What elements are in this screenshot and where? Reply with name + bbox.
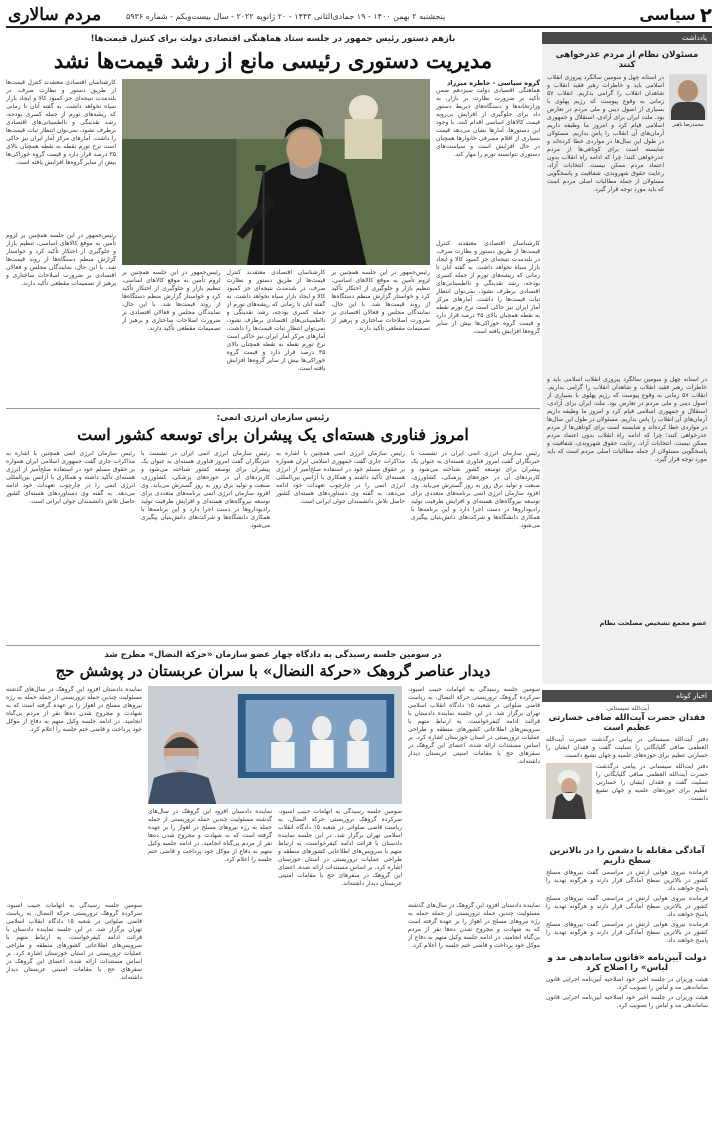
- story3-headline: دیدار عناصر گروهک «حرکة النضال» با سران عربستان در پوشش حج: [55, 662, 491, 680]
- paper-name: مردم سالاری: [8, 5, 102, 25]
- story1-body-a: کارشناسان اقتصادی معتقدند کنترل قیمت‌ها از طریق دستور و نظارت صرف، در بلندمدت نتیجه‌ای جز کمبود کالا و ایجاد بازار سیاه نخواهد داشت. به گفته آنان تا زمانی که ریشه‌های تورم از جمله کسری بودجه، رشد نقدینگی و نااطمینانی‌های اقتصادی برطرف نشود، نمی‌توان انتظار ثبات قیمت‌ها را داشت. آمارهای مرکز آمار ایران نیز حاکی است نرخ تورم نقطه به نقطه همچنان بالای ۳۵ درصد قرار دارد و قیمت گروه خوراکی‌ها بیش از سایر گروه‌ها افزایش یافته است.: [436, 240, 540, 335]
- news2-body-cont2: فرمانده نیروی هوایی ارتش در مراسمی گفت نیروهای مسلح کشور در بالاترین سطح آمادگی قرار دارند و هرگونه تهدید را پاسخ خواهند داد.: [546, 921, 708, 944]
- news2-body: فرمانده نیروی هوایی ارتش در مراسمی گفت نیروهای مسلح کشور در بالاترین سطح آمادگی قرار دارند و هرگونه تهدید را پاسخ خواهند داد.: [546, 869, 708, 892]
- story3-col-left: [6, 686, 142, 1116]
- story3-center: [148, 686, 402, 1116]
- short-news: [542, 702, 712, 1013]
- sidebar: [542, 32, 712, 1122]
- note-body-cont: در آستانه چهل و سومین سالگرد پیروزی انقلاب اسلامی باید و خاطرات رهبر فقید انقلاب و شاهدان انقلاب را گرامی بداریم. انقلاب ۵۷ زمانی به وقوع پیوست که رژیم پهلوی با بسیاری از اصول دینی و ملی مردم در تعارض بود. ملت ایران برای آزادی، استقلال و جمهوری اسلامی قیام کرد و امروز ما وظیفه داریم آرمان‌های آن انقلاب را پاس بداریم. مسئولان در طول این سال‌ها در مواردی خطا کرده‌اند و شایسته است برای کوتاهی‌ها از مردم عذرخواهی کنند؛ چرا که ادامه راه انقلاب بدون اعتماد مردم ممکن نیست. انتخابات آزاد، رعایت حقوق شهروندی، شفافیت و پاسخگویی مسئولان از جمله مطالبات اصلی مردم است که باید مورد توجه قرار گیرد.: [547, 376, 707, 463]
- news2-title: آمادگی مقابله با دشمن را در بالاترین سطح داریم: [549, 846, 705, 866]
- news2-body-cont: فرمانده نیروی هوایی ارتش در مراسمی گفت نیروهای مسلح کشور در بالاترین سطح آمادگی قرار دارند و هرگونه تهدید را پاسخ خواهند داد.: [546, 895, 708, 918]
- news1-body-cont: دفتر آیت‌الله سیستانی در پیامی درگذشت حضرت آیت‌الله العظمی صافی گلپایگانی را تسلیت گفت و فقدان ایشان را خسارتی عظیم برای حوزه‌های علمیه و جهان تشیع دانست.: [596, 763, 708, 802]
- story3-body-f: سومین جلسه رسیدگی به اتهامات حبیب اسیود، سرکرده گروهک تروریستی حرکة النضال، به ریاست قاضی صلواتی در شعبه ۱۵ دادگاه انقلاب اسلامی تهران برگزار شد. در این جلسه نماینده دادستان با قرائت ادامه کیفرخواست، به ارتباط متهم با سرویس‌های اطلاعاتی کشورهای منطقه و طراحی عملیات تروریستی در استان خوزستان اشاره کرد. بر اساس مستندات ارائه شده، اعضای این گروهک در سفرهای حج با مقامات امنیتی عربستان دیدار داشته‌اند.: [6, 902, 142, 981]
- story1-col-right: [436, 79, 540, 379]
- news1-photo: [546, 763, 592, 819]
- note-title: مسئولان نظام از مردم عذرخواهی کنند: [555, 50, 699, 70]
- divider-1: [6, 408, 540, 409]
- issue-line: پنجشنبه ۲ بهمن ۱۴۰۰ - ۱۹ جمادی‌الثانی ۱۴۴۳ - ۲۰ ژانویه ۲۰۲۲ - سال بیست‌ویکم - شماره ۵۹۳۶: [126, 12, 446, 21]
- story1-byline: گروه سیاسی - خاطره میرزاد: [446, 79, 540, 87]
- story3-body-c: سومین جلسه رسیدگی به اتهامات حبیب اسیود، سرکرده گروهک تروریستی حرکة النضال، به ریاست قاضی صلواتی در شعبه ۱۵ دادگاه انقلاب اسلامی تهران برگزار شد. در این جلسه نماینده دادستان با قرائت ادامه کیفرخواست، به ارتباط متهم با سرویس‌های اطلاعاتی کشورهای منطقه و طراحی عملیات تروریستی در استان خوزستان اشاره کرد. بر اساس مستندات ارائه شده، اعضای این گروهک در سفرهای حج با مقامات امنیتی عربستان دیدار داشته‌اند.: [278, 808, 402, 887]
- story1-kicker: بازهم دستور رئیس جمهور در جلسه ستاد هماهنگی اقتصادی دولت برای کنترل قیمت‌ها!: [90, 34, 456, 44]
- story3-body-d: نماینده دادستان افزود این گروهک در سال‌های گذشته مسئولیت چندین حمله تروریستی از جمله حمله به رژه نیروهای مسلح در اهواز را بر عهده گرفته است که به شهادت و مجروح شدن ده‌ها نفر از مردم بی‌گناه انجامید. در ادامه جلسه وکیل متهم به دفاع از موکل خود پرداخت و قاضی ختم جلسه را اعلام کرد.: [148, 808, 272, 863]
- story3-body-b: نماینده دادستان افزود این گروهک در سال‌های گذشته مسئولیت چندین حمله تروریستی از جمله حمله به رژه نیروهای مسلح در اهواز را بر عهده گرفته است که به شهادت و مجروح شدن ده‌ها نفر از مردم بی‌گناه انجامید. در ادامه جلسه وکیل متهم به دفاع از موکل خود پرداخت و قاضی ختم جلسه را اعلام کرد.: [408, 902, 540, 949]
- story1-body-f: رئیس‌جمهور در این جلسه همچنین بر لزوم تأمین به موقع کالاهای اساسی، تنظیم بازار و جلوگیری از احتکار تأکید کرد و خواستار گزارش منظم دستگاه‌ها از روند قیمت‌ها شد. با این حال، نمایندگان مجلس و فعالان اقتصادی بر ضرورت اصلاحات ساختاری و پرهیز از تصمیمات مقطعی تأکید دارند.: [6, 232, 116, 287]
- news1-title: فقدان حضرت آیت‌الله صافی خسارتی عظیم است: [548, 713, 706, 733]
- story2-col-2: رئیس سازمان انرژی اتمی همچنین با اشاره به مذاکرات جاری گفت جمهوری اسلامی ایران همواره بر حقوق مسلم خود در استفاده صلح‌آمیز از انرژی هسته‌ای تأکید داشته و همکاری با آژانس بین‌المللی انرژی اتمی را در چارچوب تعهدات خود ادامه می‌دهد. به گفته وی دستاوردهای هسته‌ای کشور حاصل تلاش دانشمندان جوان ایرانی است.: [276, 450, 405, 505]
- story3-col-right: [408, 686, 540, 1116]
- portrait-caption: محمدرضا باهنر: [672, 122, 704, 128]
- story2-col-1: رئیس سازمان انرژی اتمی ایران در نشست با خبرنگاران گفت امروز فناوری هسته‌ای به عنوان یک پیشران برای توسعه کشور شناخته می‌شود و کاربردهای آن در حوزه‌های پزشکی، کشاورزی، صنعت و تولید برق روز به روز گسترش می‌یابد. وی افزود سازمان انرژی اتمی برنامه‌های متعددی برای توسعه نیروگاه‌های هسته‌ای و افزایش ظرفیت تولید رادیوداروها در دست اجرا دارد و این برنامه‌ها با همکاری دانشگاه‌ها و شرکت‌های دانش‌بنیان پیگیری می‌شود.: [411, 450, 540, 529]
- masthead: [6, 4, 712, 28]
- story2-headline: امروز فناوری هسته‌ای یک پیشران برای توسعه کشور است: [77, 425, 469, 444]
- news1-kicker: آیت‌الله سیستانی:: [604, 705, 650, 712]
- story2-kicker: رئیس سازمان انرژی اتمی:: [216, 413, 330, 423]
- divider-2: [6, 645, 540, 646]
- author-portrait: [669, 74, 707, 120]
- short-news-tag: اخبار کوتاه: [542, 690, 712, 702]
- news1-body: دفتر آیت‌الله سیستانی در پیامی درگذشت حضرت آیت‌الله العظمی صافی گلپایگانی را تسلیت گفت و فقدان ایشان را خسارتی عظیم برای حوزه‌های علمیه و جهان تشیع دانست.: [546, 736, 708, 759]
- note-block: [542, 44, 712, 684]
- news3-title: دولت آیین‌نامه «قانون ساماندهی مد و لباس» را اصلاح کرد: [547, 953, 707, 973]
- story1-body-b: رئیس‌جمهور در این جلسه همچنین بر لزوم تأمین به موقع کالاهای اساسی، تنظیم بازار و جلوگیری از احتکار تأکید کرد و خواستار گزارش منظم دستگاه‌ها از روند قیمت‌ها شد. با این حال، نمایندگان مجلس و فعالان اقتصادی بر ضرورت اصلاحات ساختاری و پرهیز از تصمیمات مقطعی تأکید دارند.: [331, 269, 430, 332]
- story1-center: [122, 79, 430, 379]
- page-number: ۲: [699, 3, 712, 27]
- story2-col-3: رئیس سازمان انرژی اتمی ایران در نشست با خبرنگاران گفت امروز فناوری هسته‌ای به عنوان یک پیشران برای توسعه کشور شناخته می‌شود و کاربردهای آن در حوزه‌های پزشکی، کشاورزی، صنعت و تولید برق روز به روز گسترش می‌یابد. وی افزود سازمان انرژی اتمی برنامه‌های متعددی برای توسعه نیروگاه‌های هسته‌ای و افزایش ظرفیت تولید رادیوداروها در دست اجرا دارد و این برنامه‌ها با همکاری دانشگاه‌ها و شرکت‌های دانش‌بنیان پیگیری می‌شود.: [141, 450, 270, 529]
- story1-headline: مدیریت دستوری رئیسی مانع از رشد قیمت‌ها نشد: [53, 48, 493, 73]
- story2-col-4: رئیس سازمان انرژی اتمی همچنین با اشاره به مذاکرات جاری گفت جمهوری اسلامی ایران همواره بر حقوق مسلم خود در استفاده صلح‌آمیز از انرژی هسته‌ای تأکید داشته و همکاری با آژانس بین‌المللی انرژی اتمی را در چارچوب تعهدات خود ادامه می‌دهد. به گفته وی دستاوردهای هسته‌ای کشور حاصل تلاش دانشمندان جوان ایرانی است.: [6, 450, 135, 505]
- story1-lead: هماهنگی اقتصادی دولت سیزدهم ضمن تأکید بر ضرورت نظارت بر بازار، به وزارتخانه‌ها و دستگاه‌های ذیربط دستور داد برای جلوگیری از افزایش بی‌رویه قیمت کالاهای اساسی اقدام کنند. با وجود این دستورها، آمارها نشان می‌دهد قیمت بسیاری از اقلام مصرفی خانوارها همچنان در حال افزایش است و سیاست‌های دستوری نتوانسته تورم را مهار کند.: [436, 87, 540, 158]
- note-body: در آستانه چهل و سومین سالگرد پیروزی انقلاب اسلامی باید و خاطرات رهبر فقید انقلاب و شاهدان انقلاب را گرامی بداریم. انقلاب ۵۷ زمانی به وقوع پیوست که رژیم پهلوی با بسیاری از اصول دینی و ملی مردم در تعارض بود. ملت ایران برای آزادی، استقلال و جمهوری اسلامی قیام کرد و امروز ما وظیفه داریم آرمان‌های آن انقلاب را پاس بداریم. مسئولان در طول این سال‌ها در مواردی خطا کرده‌اند و شایسته است برای کوتاهی‌ها از مردم عذرخواهی کنند؛ چرا که ادامه راه انقلاب بدون اعتماد مردم ممکن نیست. انتخابات آزاد، رعایت حقوق شهروندی، شفافیت و پاسخگویی مسئولان از جمله مطالبات اصلی مردم است که باید مورد توجه قرار گیرد.: [547, 74, 664, 193]
- note-tag: یادداشت: [542, 32, 712, 44]
- story-1: [6, 34, 540, 404]
- news3-body-cont: هیئت وزیران در جلسه اخیر خود اصلاحیه آیین‌نامه اجرایی قانون ساماندهی مد و لباس را تصویب کرد.: [546, 994, 708, 1009]
- story1-col-left: [6, 79, 116, 379]
- story3-kicker: در سومین جلسه رسیدگی به دادگاه چهار عضو سازمان «حرکة النضال» مطرح شد: [104, 650, 442, 660]
- story-2: [6, 413, 540, 641]
- story3-body-e: نماینده دادستان افزود این گروهک در سال‌های گذشته مسئولیت چندین حمله تروریستی از جمله حمله به رژه نیروهای مسلح در اهواز را بر عهده گرفته است که به شهادت و مجروح شدن ده‌ها نفر از مردم بی‌گناه انجامید. در ادامه جلسه وکیل متهم به دفاع از موکل خود پرداخت و قاضی ختم جلسه را اعلام کرد.: [6, 686, 142, 733]
- story1-body-d: رئیس‌جمهور در این جلسه همچنین بر لزوم تأمین به موقع کالاهای اساسی، تنظیم بازار و جلوگیری از احتکار تأکید کرد و خواستار گزارش منظم دستگاه‌ها از روند قیمت‌ها شد. با این حال، نمایندگان مجلس و فعالان اقتصادی بر ضرورت اصلاحات ساختاری و پرهیز از تصمیمات مقطعی تأکید دارند.: [121, 269, 221, 332]
- story1-body-e: کارشناسان اقتصادی معتقدند کنترل قیمت‌ها از طریق دستور و نظارت صرف، در بلندمدت نتیجه‌ای جز کمبود کالا و ایجاد بازار سیاه نخواهد داشت. به گفته آنان تا زمانی که ریشه‌های تورم از جمله کسری بودجه، رشد نقدینگی و نااطمینانی‌های اقتصادی برطرف نشود، نمی‌توان انتظار ثبات قیمت‌ها را داشت. آمارهای مرکز آمار ایران نیز حاکی است نرخ تورم نقطه به نقطه همچنان بالای ۳۵ درصد قرار دارد و قیمت گروه خوراکی‌ها بیش از سایر گروه‌ها افزایش یافته است.: [6, 79, 116, 166]
- note-signature: عضو مجمع تشخیص مصلحت نظام: [599, 619, 707, 627]
- story1-body-c: کارشناسان اقتصادی معتقدند کنترل قیمت‌ها از طریق دستور و نظارت صرف، در بلندمدت نتیجه‌ای جز کمبود کالا و ایجاد بازار سیاه نخواهد داشت. به گفته آنان تا زمانی که ریشه‌های تورم از جمله کسری بودجه، رشد نقدینگی و نااطمینانی‌های اقتصادی برطرف نشود، نمی‌توان انتظار ثبات قیمت‌ها را داشت. آمارهای مرکز آمار ایران نیز حاکی است نرخ تورم نقطه به نقطه همچنان بالای ۳۵ درصد قرار دارد و قیمت گروه خوراکی‌ها بیش از سایر گروه‌ها افزایش یافته است.: [226, 269, 326, 372]
- section-name: سیاسی: [639, 6, 696, 24]
- story1-photo-raisi: [122, 79, 430, 265]
- main-content: [6, 32, 540, 1122]
- news3-body: هیئت وزیران در جلسه اخیر خود اصلاحیه آیین‌نامه اجرایی قانون ساماندهی مد و لباس را تصویب کرد.: [546, 976, 708, 991]
- story3-photo-court: [148, 686, 402, 804]
- story3-body-a: سومین جلسه رسیدگی به اتهامات حبیب اسیود، سرکرده گروهک تروریستی حرکة النضال، به ریاست قاضی صلواتی در شعبه ۱۵ دادگاه انقلاب اسلامی تهران برگزار شد. در این جلسه نماینده دادستان با قرائت ادامه کیفرخواست، به ارتباط متهم با سرویس‌های اطلاعاتی کشورهای منطقه و طراحی عملیات تروریستی در استان خوزستان اشاره کرد. بر اساس مستندات ارائه شده، اعضای این گروهک در سفرهای حج با مقامات امنیتی عربستان دیدار داشته‌اند.: [408, 686, 540, 765]
- story-3: [6, 650, 540, 1120]
